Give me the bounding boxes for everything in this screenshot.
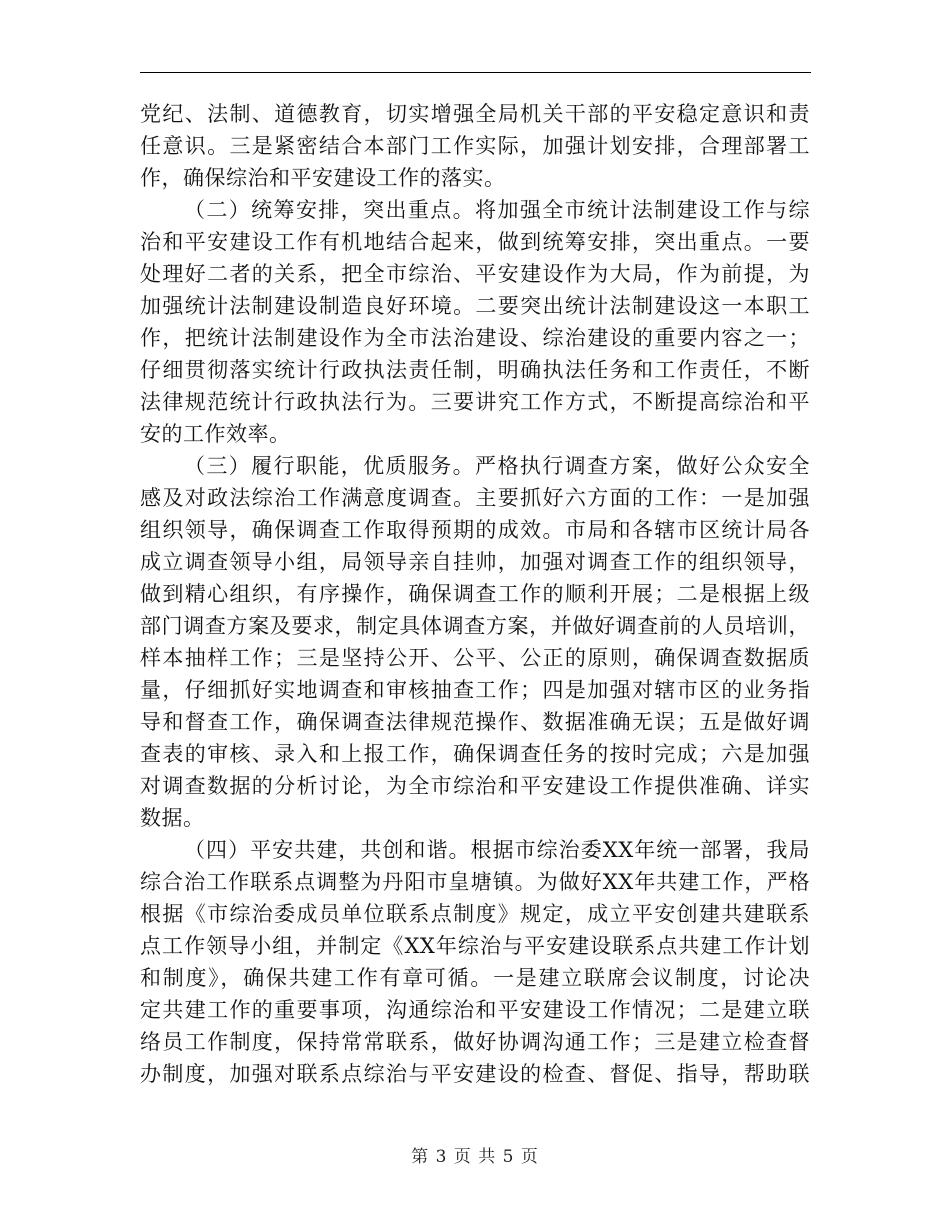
paragraph — [140, 98, 810, 194]
text-line: 部门调查方案及要求，制定具体调查方案，并做好调查前的人员培训， — [140, 614, 810, 638]
text-line: （二）统筹安排，突出重点。将加强全市统计法制建设工作与综 — [184, 198, 810, 222]
text-line: 任意识。三是紧密结合本部门工作实际，加强计划安排，合理部署工 — [140, 134, 810, 158]
text-line: 综合治工作联系点调整为丹阳市皇塘镇。为做好XX年共建工作，严格 — [140, 870, 810, 894]
text-line: 法律规范统计行政执法行为。三要讲究工作方式，不断提高综治和平 — [140, 390, 810, 414]
text-line: 定共建工作的重要事项，沟通综治和平安建设工作情况；二是建立联 — [140, 998, 810, 1022]
text-line: 络员工作制度，保持常常联系，做好协调沟通工作；三是建立检查督 — [140, 1030, 810, 1054]
text-line: 点工作领导小组，并制定《XX年综治与平安建设联系点共建工作计划 — [140, 934, 810, 958]
text-line: 对调查数据的分析讨论，为全市综治和平安建设工作提供准确、详实 — [140, 774, 810, 798]
text-line: （四）平安共建，共创和谐。根据市综治委XX年统一部署，我局 — [184, 838, 810, 862]
text-line: 安的工作效率。 — [140, 422, 291, 446]
paragraph — [140, 450, 810, 834]
text-line: 办制度，加强对联系点综治与平安建设的检查、督促、指导，帮助联 — [140, 1062, 810, 1086]
text-line: 感及对政法综治工作满意度调查。主要抓好六方面的工作：一是加强 — [140, 486, 810, 510]
text-line: 数据。 — [140, 806, 205, 830]
text-line: 作，把统计法制建设作为全市法治建设、综治建设的重要内容之一； — [140, 326, 810, 350]
text-line: 作，确保综治和平安建设工作的落实。 — [140, 166, 506, 190]
page-number-footer: 第 3 页 共 5 页 — [411, 1147, 539, 1167]
text-line: 处理好二者的关系，把全市综治、平安建设作为大局，作为前提，为 — [140, 262, 810, 286]
text-line: 根据《市综治委成员单位联系点制度》规定，成立平安创建共建联系 — [140, 902, 810, 926]
text-line: 做到精心组织，有序操作，确保调查工作的顺利开展；二是根据上级 — [140, 582, 810, 606]
text-line: 治和平安建设工作有机地结合起来，做到统筹安排，突出重点。一要 — [140, 230, 810, 254]
text-line: 样本抽样工作；三是坚持公开、公平、公正的原则，确保调查数据质 — [140, 646, 810, 670]
paragraph — [140, 834, 810, 1090]
text-line: 成立调查领导小组，局领导亲自挂帅，加强对调查工作的组织领导， — [140, 550, 810, 574]
text-line: 仔细贯彻落实统计行政执法责任制，明确执法任务和工作责任，不断 — [140, 358, 810, 382]
document-body — [140, 98, 810, 1090]
paragraph — [140, 194, 810, 450]
text-line: （三）履行职能，优质服务。严格执行调查方案，做好公众安全 — [184, 454, 810, 478]
text-line: 量，仔细抓好实地调查和审核抽查工作；四是加强对辖市区的业务指 — [140, 678, 810, 702]
text-line: 查表的审核、录入和上报工作，确保调查任务的按时完成；六是加强 — [140, 742, 810, 766]
text-line: 组织领导，确保调查工作取得预期的成效。市局和各辖市区统计局各 — [140, 518, 810, 542]
text-line: 加强统计法制建设制造良好环境。二要突出统计法制建设这一本职工 — [140, 294, 810, 318]
text-line: 导和督查工作，确保调查法律规范操作、数据准确无误；五是做好调 — [140, 710, 810, 734]
text-line: 和制度》，确保共建工作有章可循。一是建立联席会议制度，讨论决 — [140, 966, 810, 990]
header-rule — [140, 72, 811, 73]
text-line: 党纪、法制、道德教育，切实增强全局机关干部的平安稳定意识和责 — [140, 102, 810, 126]
